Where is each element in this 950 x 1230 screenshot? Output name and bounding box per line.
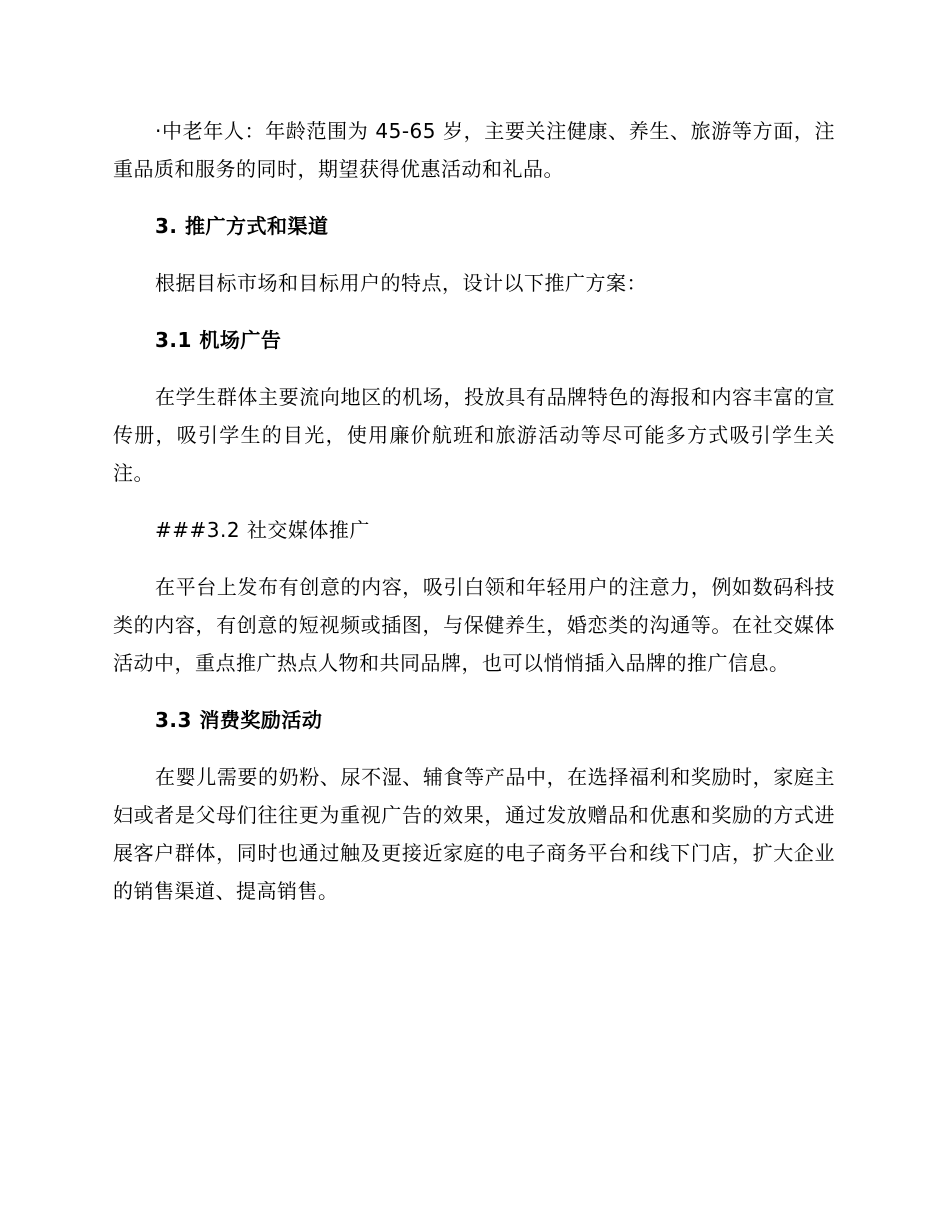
paragraph-middle-aged: ·中老年人：年龄范围为 45-65 岁，主要关注健康、养生、旅游等方面，注重品质和服务的同时，期望获得优惠活动和礼品。 bbox=[113, 119, 835, 181]
document-body bbox=[113, 112, 835, 910]
section-heading-3-3: 3.3 消费奖励活动 bbox=[155, 708, 323, 732]
section-heading-3-2: ###3.2 社交媒体推广 bbox=[155, 518, 370, 542]
paragraph-rewards: 在婴儿需要的奶粉、尿不湿、辅食等产品中，在选择福利和奖励时，家庭主妇或者是父母们往往更为重视广告的效果，通过发放赠品和优惠和奖励的方式进展客户群体，同时也通过触及更接近家庭的电子商务平台和线下门店，扩大企业的销售渠道、提高销售。 bbox=[113, 765, 835, 903]
paragraph-intro: 根据目标市场和目标用户的特点，设计以下推广方案： bbox=[155, 271, 647, 295]
paragraph-airport-ads: 在学生群体主要流向地区的机场，投放具有品牌特色的海报和内容丰富的宣传册，吸引学生的目光，使用廉价航班和旅游活动等尽可能多方式吸引学生关注。 bbox=[113, 385, 835, 485]
paragraph-social-media: 在平台上发布有创意的内容，吸引白领和年轻用户的注意力，例如数码科技类的内容，有创意的短视频或插图，与保健养生，婚恋类的沟通等。在社交媒体活动中，重点推广热点人物和共同品牌，也可以悄悄插入品牌的推广信息。 bbox=[113, 575, 835, 675]
section-heading-3: 3. 推广方式和渠道 bbox=[155, 214, 329, 238]
section-heading-3-1: 3.1 机场广告 bbox=[155, 328, 282, 352]
